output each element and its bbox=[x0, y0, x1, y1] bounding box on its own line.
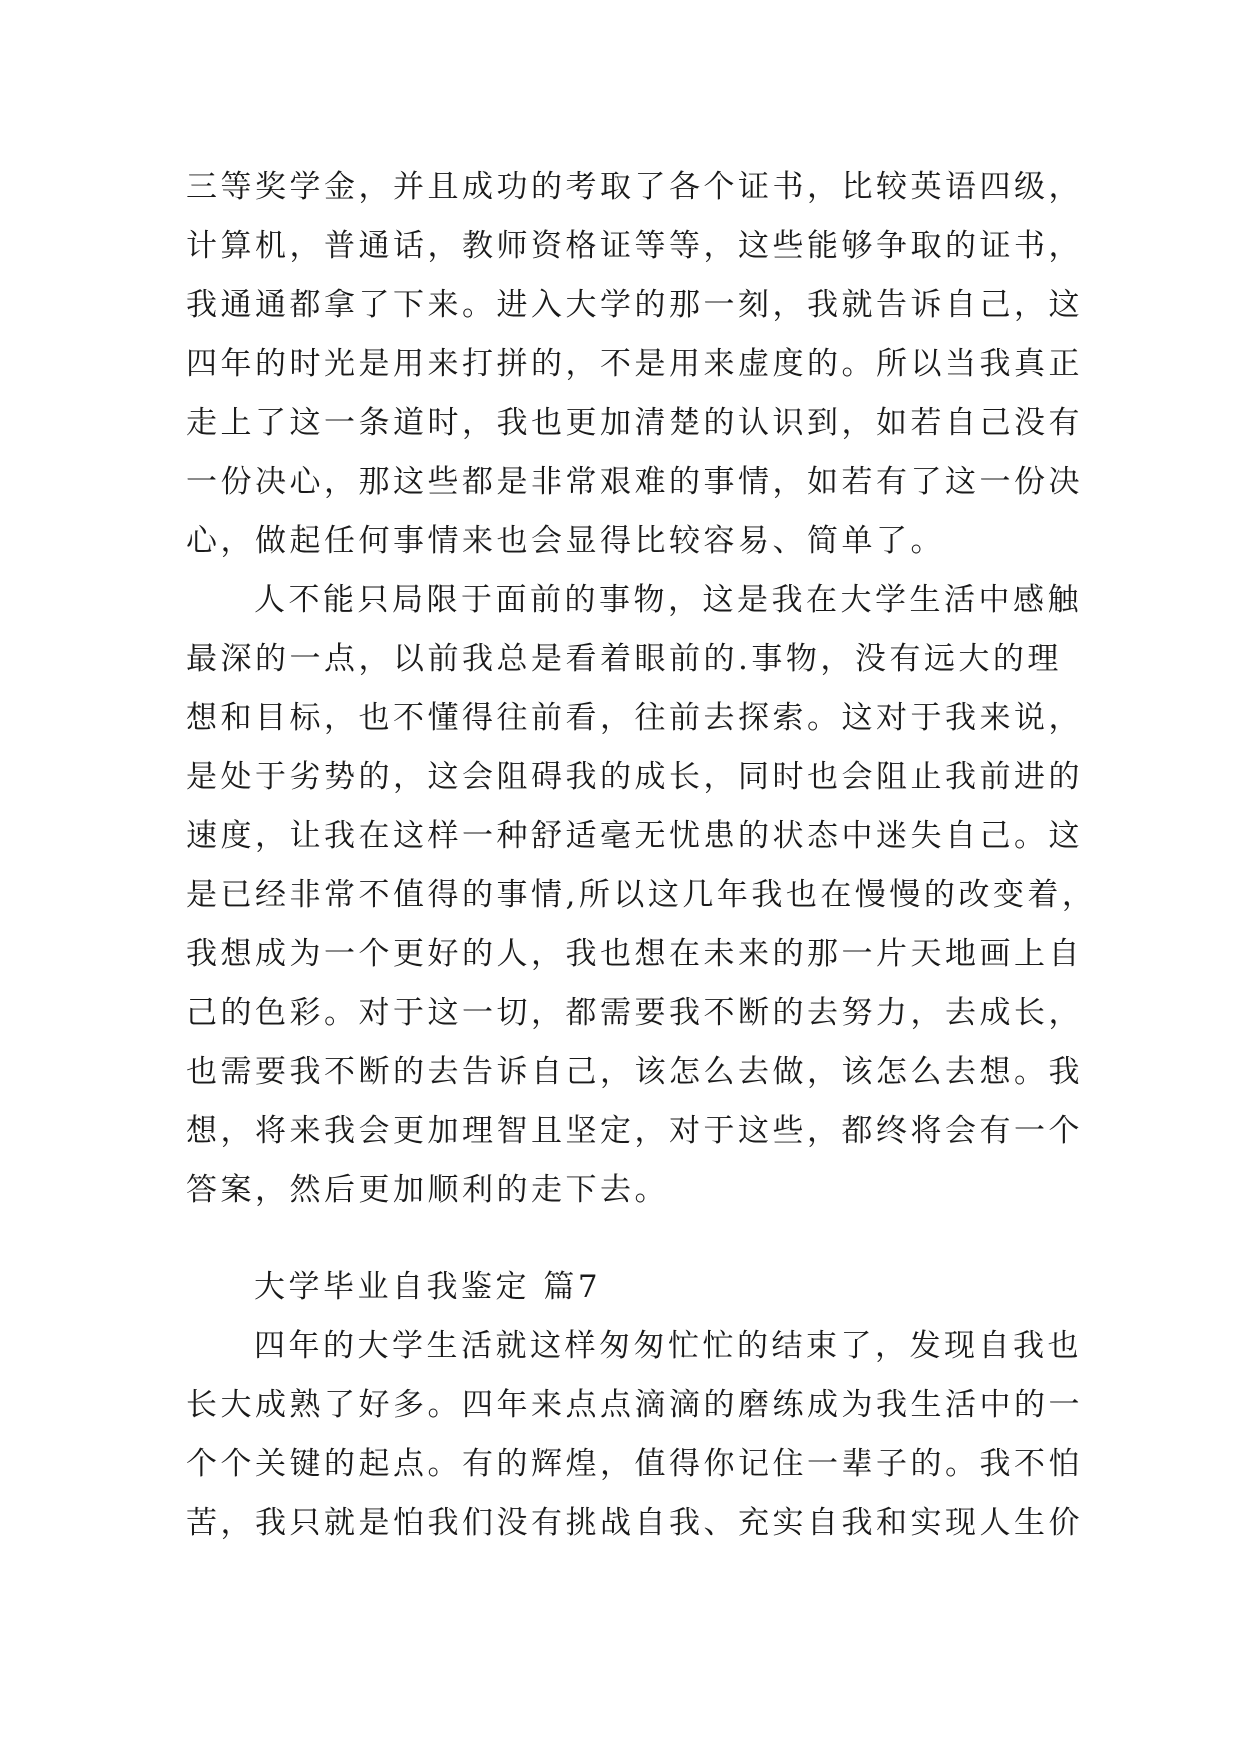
text-line: 个个关键的起点。有的辉煌，值得你记住一辈子的。我不怕 bbox=[186, 1446, 1083, 1482]
text-line: 走上了这一条道时，我也更加清楚的认识到，如若自己没有 bbox=[186, 405, 1083, 441]
text-line: 也需要我不断的去告诉自己，该怎么去做，该怎么去想。我 bbox=[186, 1054, 1083, 1090]
text-line: 最深的一点，以前我总是看着眼前的.事物，没有远大的理 bbox=[186, 641, 1062, 677]
paragraph-continued-awards bbox=[186, 158, 1097, 1220]
text-line: 速度，让我在这样一种舒适毫无忧患的状态中迷失自己。这 bbox=[186, 818, 1083, 854]
text-line: 苦，我只就是怕我们没有挑战自我、充实自我和实现人生价 bbox=[186, 1505, 1083, 1541]
text-line: 长大成熟了好多。四年来点点滴滴的磨练成为我生活中的一 bbox=[186, 1387, 1083, 1423]
text-line: 三等奖学金，并且成功的考取了各个证书，比较英语四级， bbox=[186, 169, 1083, 205]
text-line: 想，将来我会更加理智且坚定，对于这些，都终将会有一个 bbox=[186, 1113, 1083, 1149]
text-line: 我通通都拿了下来。进入大学的那一刻，我就告诉自己，这 bbox=[186, 287, 1083, 323]
text-line: 计算机，普通话，教师资格证等等，这些能够争取的证书， bbox=[186, 228, 1083, 264]
text-line: 己的色彩。对于这一切，都需要我不断的去努力，去成长， bbox=[186, 995, 1083, 1031]
text-line: 是已经非常不值得的事情,所以这几年我也在慢慢的改变着， bbox=[186, 877, 1097, 913]
text-line: 是处于劣势的，这会阻碍我的成长，同时也会阻止我前进的 bbox=[186, 759, 1083, 795]
text-line: 心，做起任何事情来也会显得比较容易、简单了。 bbox=[186, 523, 945, 559]
paragraph-section-7 bbox=[186, 1317, 1083, 1553]
text-line-paragraph-start: 人不能只局限于面前的事物，这是我在大学生活中感触 bbox=[254, 582, 1082, 618]
section-heading: 大学毕业自我鉴定 篇7 bbox=[254, 1269, 602, 1305]
text-line: 一份决心，那这些都是非常艰难的事情，如若有了这一份决 bbox=[186, 464, 1083, 500]
text-line: 我想成为一个更好的人，我也想在未来的那一片天地画上自 bbox=[186, 936, 1083, 972]
text-line: 答案，然后更加顺利的走下去。 bbox=[186, 1172, 669, 1208]
text-line-paragraph-start: 四年的大学生活就这样匆匆忙忙的结束了，发现自我也 bbox=[254, 1328, 1082, 1364]
text-line: 想和目标，也不懂得往前看，往前去探索。这对于我来说， bbox=[186, 700, 1083, 736]
text-line: 四年的时光是用来打拼的，不是用来虚度的。所以当我真正 bbox=[186, 346, 1083, 382]
